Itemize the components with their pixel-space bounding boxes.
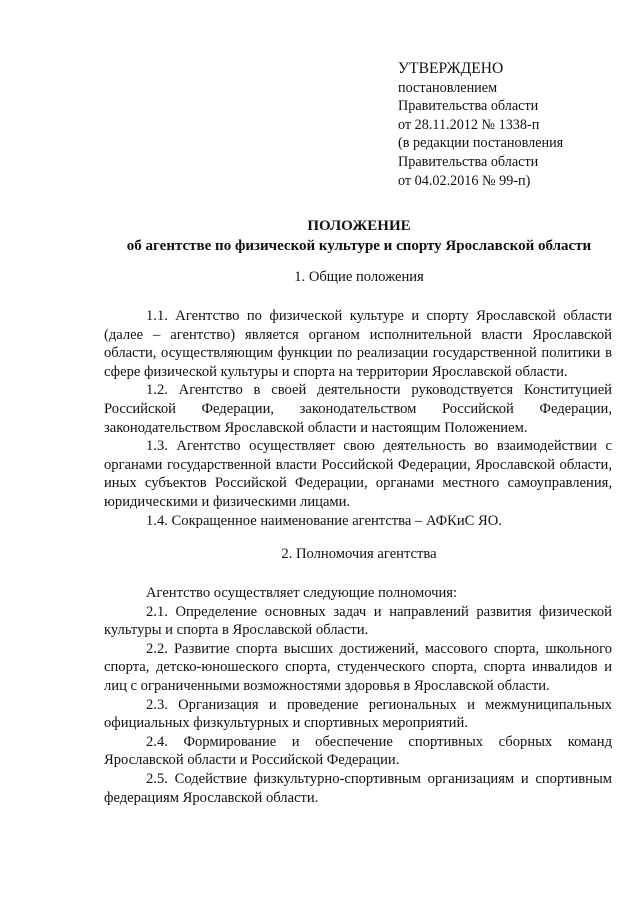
document-title-block <box>104 216 614 256</box>
approval-line: (в редакции постановления <box>398 135 564 152</box>
approval-line: от 04.02.2016 № 99-п) <box>398 172 531 189</box>
paragraph: 1.3. Агентство осуществляет свою деятельность во взаимодействии с органами государственной власти Российской Федерации, Ярославской области, иных субъектов Российской Федерации, органами местного самоуправления, юридическими и физическими лицами. <box>104 438 612 510</box>
paragraph: 1.1. Агентство по физической культуре и спорту Ярославской области (далее – агентство) является органом исполнительной власти Ярославской области, осуществляющим функции по реализации государственной политики в сфере физической культуры и спорта на территории Ярославской области. <box>104 308 612 380</box>
approval-line: постановлением <box>398 79 498 96</box>
document-subtitle: об агентстве по физической культуре и спорту Ярославской области <box>126 238 592 254</box>
paragraph: 2.1. Определение основных задач и направлений развития физической культуры и спорта в Ярославской области. <box>104 603 612 639</box>
document-title: ПОЛОЖЕНИЕ <box>307 218 411 234</box>
paragraph: 2.5. Содействие физкультурно-спортивным организациям и спортивным федерациям Ярославской области. <box>104 770 612 806</box>
approval-title: УТВЕРЖДЕНО <box>398 60 504 77</box>
approval-stamp <box>398 60 628 190</box>
paragraph: 2.3. Организация и проведение региональных и межмуниципальных официальных физкультурных и спортивных мероприятий. <box>104 696 612 732</box>
approval-line: Правительства области <box>398 153 539 170</box>
section-1-body <box>104 307 612 530</box>
approval-line: от 28.11.2012 № 1338-п <box>398 116 540 133</box>
section-heading: 2. Полномочия агентства <box>281 546 437 562</box>
paragraph: 1.2. Агентство в своей деятельности руководствуется Конституцией Российской Федерации, законодательством Российской Федерации, законодательством Ярославской области и настоящим Положением. <box>104 382 612 436</box>
paragraph: 1.4. Сокращенное наименование агентства – АФКиС ЯО. <box>146 512 502 529</box>
section-2-body <box>104 584 612 807</box>
paragraph: Агентство осуществляет следующие полномочия: <box>146 585 458 601</box>
section-heading: 1. Общие положения <box>294 269 424 285</box>
paragraph: 2.2. Развитие спорта высших достижений, массового спорта, школьного спорта, детско-юношеского спорта, студенческого спорта, спорта инвалидов и лиц с ограниченными возможностями здоровья в Ярославской области. <box>104 640 612 694</box>
approval-line: Правительства области <box>398 98 539 115</box>
paragraph: 2.4. Формирование и обеспечение спортивных сборных команд Ярославской области и Российской Федерации. <box>104 733 612 769</box>
